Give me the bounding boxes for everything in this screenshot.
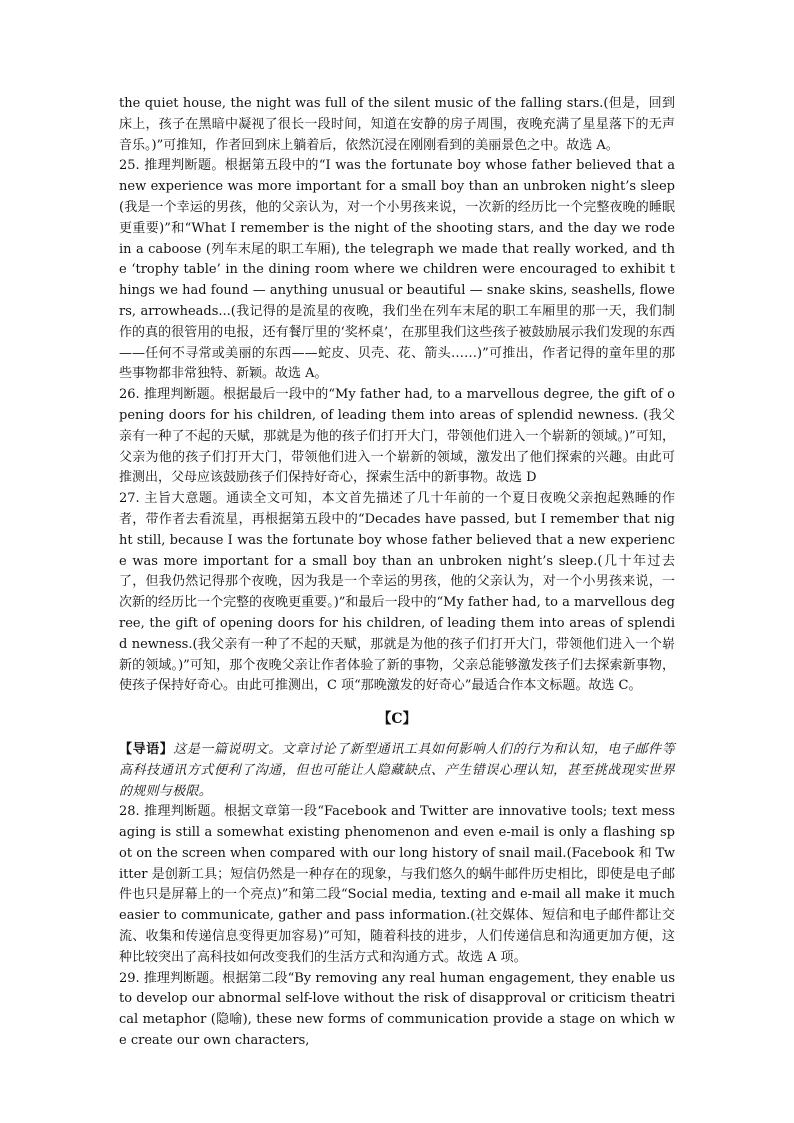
paragraph-answer-26: 26. 推理判断题。根据最后一段中的“My father had, to a marvellous degree, the gift of opening doors for his children, of leading them into areas of splendid newness. (我父亲有一种了不起的天赋，那就是为他的孩子们打开大门，带领他们进入一个崭新的领域。)”可知，父亲为他的孩子们打开大门，带领他们进入一个崭新的领域，激发出了他们探索的兴趣。由此可推测出，父母应该鼓励孩子们保持好奇心，探索生活中的新事物。故选 D xyxy=(119,387,675,486)
paragraph-answer-25: 25. 推理判断题。根据第五段中的“I was the fortunate boy whose father believed that a new experience was more important for a small boy than an unbroken night’s sleep(我是一个幸运的男孩，他的父亲认为，对一个小男孩来说，一次新的经历比一个完整夜晚的睡眠更重要)”和“What I remember is the night of the shooting stars, and the day we rode in a caboose (列车末尾的职工车厢), the telegraph we made that really worked, and the ‘trophy table’ in the dining room where we children were encouraged to exhibit things we had found — anything unusual or beautiful — snake skins, seashells, flowers, arrowheads...(我记得的是流星的夜晚，我们坐在列车末尾的职工车厢里的那一天，我们制作的真的很管用的电报，还有餐厅里的‘奖杯桌’，在那里我们这些孩子被鼓励展示我们发现的东西——任何不寻常或美丽的东西——蛇皮、贝壳、花、箭头……)”可推出，作者记得的童年里的那些事物都非常独特、新颖。故选 A。 xyxy=(119,158,675,382)
section-heading: 【C】 xyxy=(377,711,417,728)
document-page xyxy=(119,94,675,1052)
guide-text: 这是一篇说明文。文章讨论了新型通讯工具如何影响人们的行为和认知，电子邮件等高科技通讯方式便利了沟通，但也可能让人隐藏缺点、产生错误心理认知，甚至挑战现实世界的规则与极限。 xyxy=(119,741,676,799)
paragraph-answer-29: 29. 推理判断题。根据第二段“By removing any real human engagement, they enable us to develop our abnormal self-love without the risk of disapproval or criticism theatrical metaphor (隐喻), these new forms of communication provide a stage on which we create our own characters, xyxy=(119,970,675,1049)
paragraph-answer-24-end: the quiet house, the night was full of the silent music of the falling stars.(但是，回到床上，孩子在黑暗中凝视了很长一段时间，知道在安静的房子周围，夜晚充满了星星落下的无声音乐。)”可推知，作者回到床上躺着后，依然沉浸在刚刚看到的美丽景色之中。故选 A。 xyxy=(119,96,675,153)
guide-tag: 【导语】 xyxy=(119,741,174,757)
guide-paragraph xyxy=(119,740,675,802)
paragraph-answer-27: 27. 主旨大意题。通读全文可知，本文首先描述了几十年前的一个夏日夜晚父亲抱起熟睡的作者，带作者去看流星，再根据第五段中的“Decades have passed, but I remember that night still, because I was the fortunate boy whose father believed that a new experience was more important for a small boy than an unbroken night’s sleep.(几十年过去了，但我仍然记得那个夜晚，因为我是一个幸运的男孩，他的父亲认为，对一个小男孩来说，一次新的经历比一个完整的夜晚更重要。)”和最后一段中的“My father had, to a marvellous degree, the gift of opening doors for his children, of leading them into areas of splendid newness.(我父亲有一种了不起的天赋，那就是为他的孩子们打开大门，带领他们进入一个崭新的领域。)”可知，那个夜晚父亲让作者体验了新的事物，父亲总能够激发孩子们去探索新事物，使孩子保持好奇心。由此可推测出，C 项“那晚激发的好奇心”最适合作本文标题。故选 C。 xyxy=(119,491,675,694)
paragraph-answer-28: 28. 推理判断题。根据文章第一段“Facebook and Twitter are innovative tools; text messaging is still a somewhat existing phenomenon and even e-mail is only a flashing spot on the screen when compared with our long history of snail mail.(Facebook 和 Twitter 是创新工具；短信仍然是一种存在的现象，与我们悠久的蜗牛邮件历史相比，即使是电子邮件也只是屏幕上的一个亮点)”和第二段“Social media, texting and e-mail all make it much easier to communicate, gather and pass information.(社交媒体、短信和电子邮件都让交流、收集和传递信息变得更加容易)”可知，随着科技的进步，人们传递信息和沟通更加方便，这种比较突出了高科技如何改变我们的生活方式和沟通方式。故选 A 项。 xyxy=(119,804,675,965)
